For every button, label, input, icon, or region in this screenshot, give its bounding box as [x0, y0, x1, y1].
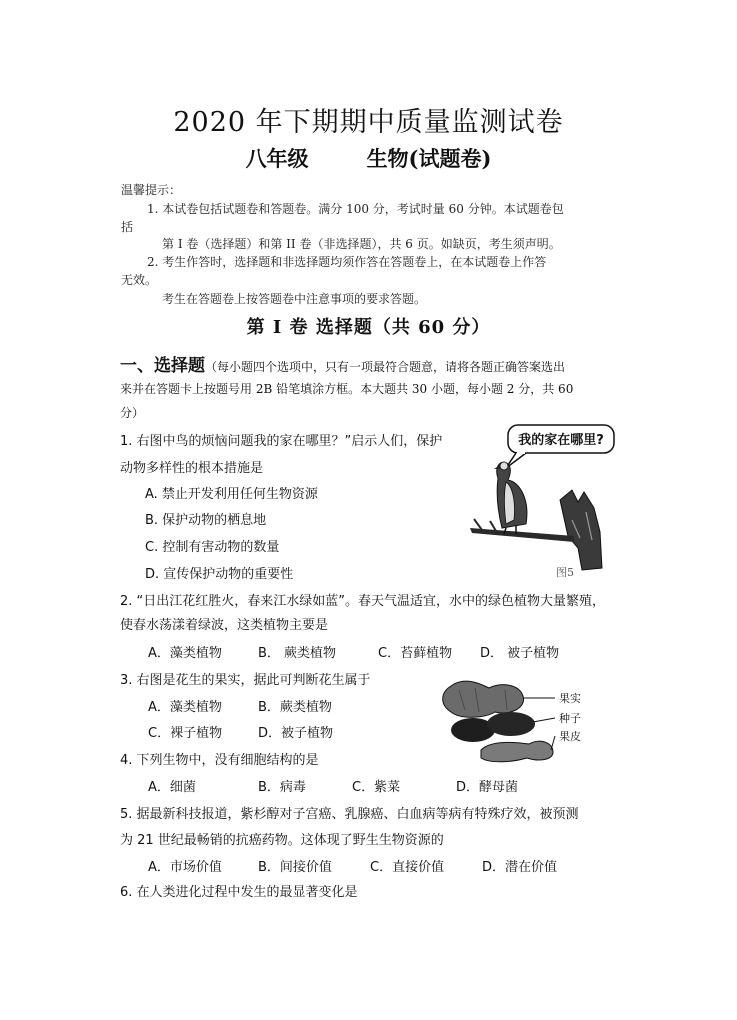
speech-bubble-text: 我的家在哪里? [518, 433, 604, 448]
figure-caption: 图5 [556, 566, 574, 579]
notice-header: 温馨提示： [121, 183, 182, 197]
q1-option-d: D. 宣传保护动物的重要性 [145, 567, 294, 582]
notice-item-3: 考生在答题卷上按答题卷中注意事项的要求答题。 [162, 292, 427, 306]
q2-option-b: B． 蕨类植物 [258, 646, 337, 661]
q5-option-d: D．潜在价值 [482, 860, 558, 875]
bird-head [500, 462, 508, 470]
tree-stump [560, 490, 602, 570]
q4-option-c: C．紫菜 [352, 780, 401, 795]
q2-option-d: D． 被子植物 [480, 646, 560, 661]
q4-option-b: B．病毒 [258, 780, 306, 795]
q3-option-c: C．裸子植物 [148, 726, 223, 741]
q3-option-a: A．藻类植物 [148, 700, 222, 715]
bird-illustration [460, 420, 620, 580]
label-seed: 种子 [559, 712, 581, 725]
subject-label: 生物(试题卷) [366, 146, 492, 171]
q2-stem-line-1: 2. “日出江花红胜火，春来江水绿如蓝”。春天气温适宜，水中的绿色植物大量繁殖， [120, 594, 606, 609]
notice-item-1-line-3: 第 I 卷（选择题）和第 II 卷（非选择题），共 6 页。如缺页，考生须声明。 [162, 237, 561, 251]
part1-desc-line-3: 分） [120, 406, 145, 420]
q5-stem-line-2: 为 21 世纪最畅销的抗癌药物。这体现了野生生物资源的 [120, 833, 444, 848]
label-fruit: 果实 [559, 692, 581, 705]
q5-stem-line-1: 5. 据最新科技报道，紫杉醇对子宫癌、乳腺癌、白血病等病有特殊疗效，被预测 [120, 807, 579, 822]
q1-option-b: B. 保护动物的栖息地 [145, 513, 267, 528]
notice-item-1-line-1: 1. 本试卷包括试题卷和答题卷。满分 100 分，考试时量 60 分钟。本试题卷包 [147, 202, 564, 216]
notice-item-1-line-2: 括 [121, 220, 134, 234]
q3-option-b: B．蕨类植物 [258, 700, 332, 715]
peanut-fruit [443, 681, 524, 717]
q2-option-c: C．苔藓植物 [378, 646, 453, 661]
q1-stem-line-1: 1. 右图中鸟的烦恼问题我的家在哪里？”启示人们，保护 [120, 434, 443, 449]
notice-item-2-line-1: 2. 考生作答时，选择题和非选择题均须作答在答题卷上，在本试题卷上作答 [147, 255, 547, 269]
q4-option-d: D．酵母菌 [456, 780, 519, 795]
notice-item-2-line-2: 无效。 [121, 273, 158, 287]
leader-line-seed [533, 718, 555, 722]
q3-peanut-figure [425, 672, 615, 764]
label-peel: 果皮 [559, 730, 581, 743]
part1-desc-line-1: （每小题四个选项中，只有一项最符合题意，请将各题正确答案选出 [205, 360, 566, 374]
bird-beak [494, 465, 500, 469]
branch [470, 528, 574, 542]
q3-option-d: D．被子植物 [258, 726, 334, 741]
q2-option-a: A．藻类植物 [148, 646, 222, 661]
q5-option-c: C．直接价值 [370, 860, 445, 875]
exam-title: 2020 年下期期中质量监测试卷 [173, 107, 564, 138]
peanut-seed-2 [487, 712, 535, 736]
peanut-illustration [425, 672, 615, 764]
grade-label: 八年级 [245, 146, 309, 171]
q1-option-a: A. 禁止开发利用任何生物资源 [145, 487, 318, 502]
exam-subtitle [0, 143, 737, 173]
part1-desc-line-2: 来并在答题卡上按题号用 2B 铅笔填涂方框。本大题共 30 小题，每小题 2 分，共 60 [120, 382, 574, 396]
q2-stem-line-2: 使春水荡漾着绿波，这类植物主要是 [120, 618, 329, 633]
q5-option-b: B．间接价值 [258, 860, 332, 875]
q1-bird-figure [460, 420, 620, 580]
q5-option-a: A．市场价值 [148, 860, 222, 875]
q6-stem-line-1: 6. 在人类进化过程中发生的最显著变化是 [120, 885, 358, 900]
part1-heading-line [120, 351, 565, 376]
part1-heading: 一、选择题 [120, 356, 205, 376]
section-title: 第 I 卷 选择题（共 60 分） [246, 317, 491, 338]
q4-option-a: A．细菌 [148, 780, 196, 795]
q3-stem-line-1: 3. 右图是花生的果实，据此可判断花生属于 [120, 673, 371, 688]
leader-line-peel [551, 736, 555, 750]
peanut-shell [481, 741, 553, 762]
q1-option-c: C. 控制有害动物的数量 [145, 540, 280, 555]
q4-stem-line-1: 4. 下列生物中，没有细胞结构的是 [120, 753, 319, 768]
q1-stem-line-2: 动物多样性的根本措施是 [120, 461, 264, 476]
